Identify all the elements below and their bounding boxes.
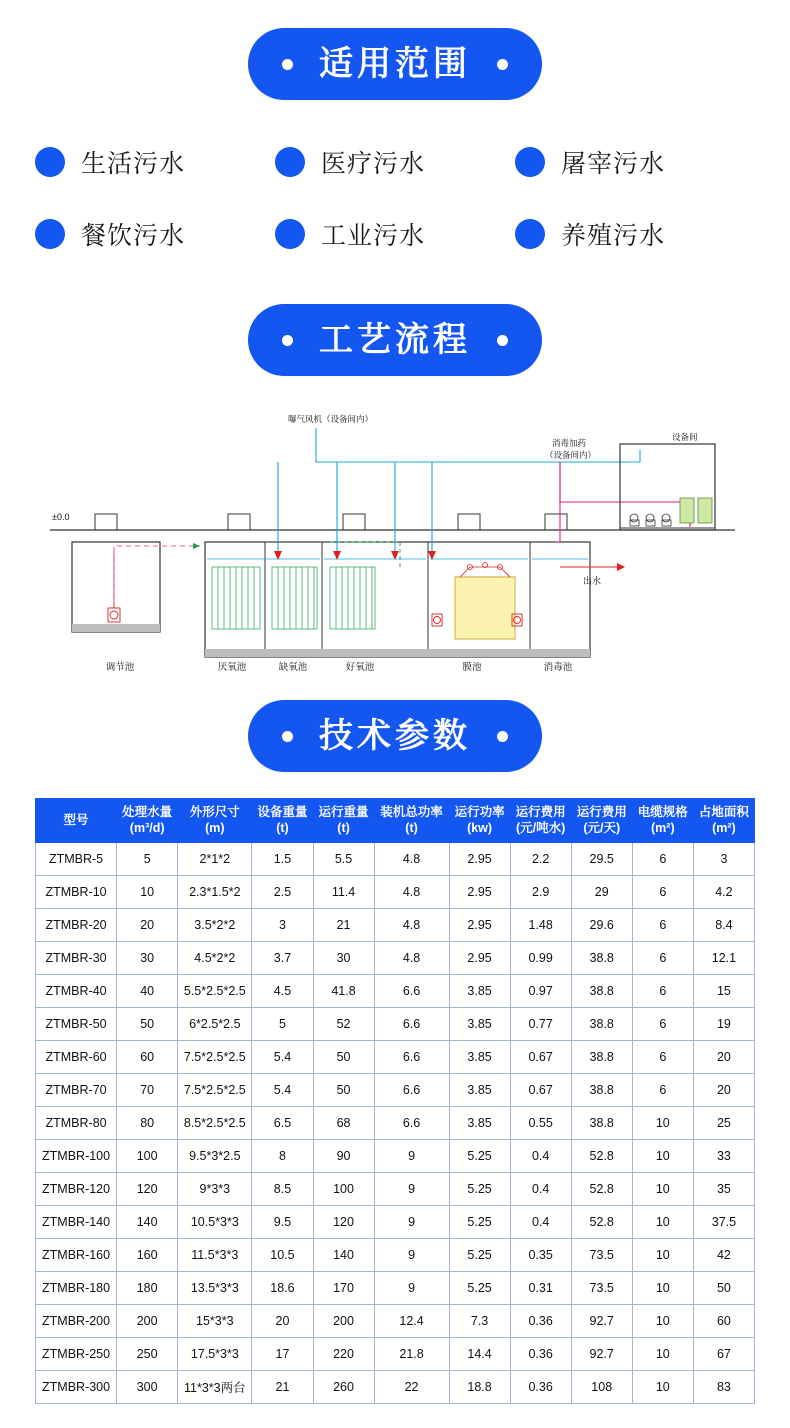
header-line1: 电缆规格	[637, 805, 688, 819]
header-line1: 处理水量	[122, 805, 173, 819]
table-cell: 5	[117, 843, 178, 876]
bullet-icon	[35, 219, 65, 249]
table-cell: 5.25	[449, 1272, 510, 1305]
scope-item-label: 餐饮污水	[81, 222, 186, 250]
header-line1: 运行费用	[576, 805, 627, 819]
table-cell: 5.5*2.5*2.5	[178, 975, 252, 1008]
header-line1: 外形尺寸	[189, 805, 240, 819]
header-line2: (m)	[205, 820, 225, 835]
table-cell: 42	[693, 1239, 754, 1272]
spec-table	[35, 798, 755, 1404]
table-cell: 92.7	[571, 1338, 632, 1371]
table-cell: 0.4	[510, 1173, 571, 1206]
scope-item-label: 屠宰污水	[561, 150, 666, 178]
table-cell: 2.95	[449, 876, 510, 909]
table-cell: 2.3*1.5*2	[178, 876, 252, 909]
bullet-icon	[275, 147, 305, 177]
table-cell: 250	[117, 1338, 178, 1371]
spec-table-head	[36, 799, 755, 843]
table-cell: 9.5*3*2.5	[178, 1140, 252, 1173]
table-cell: 38.8	[571, 942, 632, 975]
table-cell: 25	[693, 1107, 754, 1140]
table-cell: 15	[693, 975, 754, 1008]
cell-model: ZTMBR-140	[36, 1206, 117, 1239]
table-cell: 5.4	[252, 1074, 313, 1107]
table-cell: 9	[374, 1239, 449, 1272]
table-cell: 20	[117, 909, 178, 942]
cell-model: ZTMBR-180	[36, 1272, 117, 1305]
table-cell: 3	[693, 843, 754, 876]
table-cell: 52.8	[571, 1140, 632, 1173]
table-cell: 10	[632, 1338, 693, 1371]
table-cell: 0.67	[510, 1041, 571, 1074]
table-cell: 6	[632, 942, 693, 975]
column-header	[374, 799, 449, 843]
table-cell: 6	[632, 1074, 693, 1107]
table-cell: 108	[571, 1371, 632, 1404]
column-header	[449, 799, 510, 843]
header-line1: 运行费用	[515, 805, 566, 819]
table-cell: 10	[632, 1140, 693, 1173]
header-line1: 运行重量	[318, 805, 369, 819]
header-line2: (t)	[276, 820, 289, 835]
table-cell: 52	[313, 1008, 374, 1041]
column-header	[571, 799, 632, 843]
scope-section-title: 适用范围	[319, 45, 471, 83]
table-row	[36, 1272, 755, 1305]
table-cell: 9	[374, 1140, 449, 1173]
process-flow-diagram	[0, 402, 790, 682]
table-cell: 6.6	[374, 1074, 449, 1107]
table-cell: 1.5	[252, 843, 313, 876]
tank-caption: 调节池	[105, 662, 135, 673]
table-cell: 140	[117, 1206, 178, 1239]
table-cell: 21.8	[374, 1338, 449, 1371]
table-cell: 3.85	[449, 1107, 510, 1140]
table-cell: 10	[632, 1305, 693, 1338]
table-cell: 35	[693, 1173, 754, 1206]
table-cell: 29	[571, 876, 632, 909]
table-cell: 3.85	[449, 975, 510, 1008]
column-header	[117, 799, 178, 843]
table-cell: 6	[632, 1008, 693, 1041]
table-cell: 3.85	[449, 1008, 510, 1041]
table-cell: 11.5*3*3	[178, 1239, 252, 1272]
table-cell: 9*3*3	[178, 1173, 252, 1206]
table-cell: 0.77	[510, 1008, 571, 1041]
table-cell: 22	[374, 1371, 449, 1404]
table-row	[36, 1206, 755, 1239]
table-cell: 3	[252, 909, 313, 942]
banner-dot-left	[282, 335, 293, 346]
banner-dot-right	[497, 731, 508, 742]
header-line1: 运行功率	[454, 805, 505, 819]
table-row	[36, 1371, 755, 1404]
table-cell: 0.31	[510, 1272, 571, 1305]
table-cell: 67	[693, 1338, 754, 1371]
header-line1: 型号	[63, 812, 89, 827]
table-cell: 2.5	[252, 876, 313, 909]
table-cell: 7.5*2.5*2.5	[178, 1041, 252, 1074]
table-cell: 9	[374, 1173, 449, 1206]
table-cell: 80	[117, 1107, 178, 1140]
header-line2: (元/天)	[583, 820, 621, 835]
cell-model: ZTMBR-120	[36, 1173, 117, 1206]
spec-banner	[0, 700, 790, 772]
table-cell: 10	[632, 1239, 693, 1272]
scope-banner	[0, 28, 790, 100]
table-cell: 10	[632, 1272, 693, 1305]
table-cell: 0.36	[510, 1371, 571, 1404]
table-cell: 3.85	[449, 1041, 510, 1074]
table-cell: 100	[117, 1140, 178, 1173]
scope-item	[515, 144, 755, 180]
table-cell: 7.5*2.5*2.5	[178, 1074, 252, 1107]
table-cell: 83	[693, 1371, 754, 1404]
table-cell: 18.6	[252, 1272, 313, 1305]
table-cell: 30	[313, 942, 374, 975]
table-row	[36, 876, 755, 909]
tank-caption: 膜池	[462, 662, 482, 673]
header-line1: 占地面积	[698, 805, 749, 819]
table-cell: 4.8	[374, 909, 449, 942]
ground-level-label: ±0.0	[52, 512, 70, 522]
equipment-room-label: 设备间	[672, 432, 698, 442]
bullet-icon	[515, 147, 545, 177]
table-cell: 5.25	[449, 1173, 510, 1206]
table-cell: 29.6	[571, 909, 632, 942]
table-row	[36, 1173, 755, 1206]
table-row	[36, 975, 755, 1008]
table-cell: 11*3*3两台	[178, 1371, 252, 1404]
table-cell: 200	[313, 1305, 374, 1338]
column-header	[178, 799, 252, 843]
table-row	[36, 1008, 755, 1041]
table-cell: 6.5	[252, 1107, 313, 1140]
table-cell: 6	[632, 843, 693, 876]
table-cell: 52.8	[571, 1173, 632, 1206]
table-cell: 0.55	[510, 1107, 571, 1140]
table-cell: 20	[693, 1041, 754, 1074]
table-cell: 0.36	[510, 1338, 571, 1371]
banner-dot-right	[497, 335, 508, 346]
scope-item	[275, 144, 515, 180]
column-header	[632, 799, 693, 843]
table-cell: 6.6	[374, 1107, 449, 1140]
header-line2: (t)	[405, 820, 418, 835]
table-cell: 0.4	[510, 1206, 571, 1239]
table-cell: 38.8	[571, 975, 632, 1008]
table-cell: 38.8	[571, 1008, 632, 1041]
table-cell: 38.8	[571, 1041, 632, 1074]
cell-model: ZTMBR-60	[36, 1041, 117, 1074]
table-cell: 9	[374, 1272, 449, 1305]
table-cell: 21	[313, 909, 374, 942]
table-cell: 4.5*2*2	[178, 942, 252, 975]
table-cell: 50	[313, 1074, 374, 1107]
table-cell: 140	[313, 1239, 374, 1272]
table-cell: 180	[117, 1272, 178, 1305]
column-header	[510, 799, 571, 843]
table-cell: 73.5	[571, 1272, 632, 1305]
table-cell: 33	[693, 1140, 754, 1173]
tank-caption: 缺氧池	[278, 662, 308, 673]
scope-item-label: 生活污水	[81, 150, 186, 178]
tank-caption: 消毒池	[543, 662, 573, 673]
dosing-label-line2: （设备间内）	[545, 450, 597, 460]
table-cell: 19	[693, 1008, 754, 1041]
table-cell: 2.95	[449, 942, 510, 975]
table-cell: 90	[313, 1140, 374, 1173]
table-cell: 4.5	[252, 975, 313, 1008]
table-cell: 50	[693, 1272, 754, 1305]
table-cell: 120	[117, 1173, 178, 1206]
dosing-label-line1: 消毒加药	[552, 438, 587, 448]
column-header	[693, 799, 754, 843]
table-cell: 9	[374, 1206, 449, 1239]
table-cell: 8.5*2.5*2.5	[178, 1107, 252, 1140]
table-header-row	[36, 799, 755, 843]
table-cell: 41.8	[313, 975, 374, 1008]
table-cell: 6	[632, 1041, 693, 1074]
table-cell: 14.4	[449, 1338, 510, 1371]
cell-model: ZTMBR-200	[36, 1305, 117, 1338]
cell-model: ZTMBR-20	[36, 909, 117, 942]
table-cell: 37.5	[693, 1206, 754, 1239]
tank-caption: 好氧池	[345, 662, 375, 673]
table-cell: 2.95	[449, 909, 510, 942]
table-cell: 6.6	[374, 975, 449, 1008]
table-cell: 7.3	[449, 1305, 510, 1338]
table-cell: 160	[117, 1239, 178, 1272]
scope-list	[35, 144, 755, 252]
table-cell: 6*2.5*2.5	[178, 1008, 252, 1041]
header-line2: (t)	[337, 820, 350, 835]
table-row	[36, 942, 755, 975]
table-cell: 8	[252, 1140, 313, 1173]
table-row	[36, 843, 755, 876]
cell-model: ZTMBR-10	[36, 876, 117, 909]
scope-item	[35, 144, 275, 180]
header-line2: (kw)	[467, 820, 493, 835]
cell-model: ZTMBR-5	[36, 843, 117, 876]
table-cell: 50	[313, 1041, 374, 1074]
table-row	[36, 1305, 755, 1338]
scope-item-label: 养殖污水	[561, 222, 666, 250]
table-cell: 11.4	[313, 876, 374, 909]
column-header	[252, 799, 313, 843]
table-cell: 3.5*2*2	[178, 909, 252, 942]
cell-model: ZTMBR-30	[36, 942, 117, 975]
table-cell: 10	[117, 876, 178, 909]
table-cell: 2.2	[510, 843, 571, 876]
table-cell: 0.99	[510, 942, 571, 975]
cell-model: ZTMBR-160	[36, 1239, 117, 1272]
spec-section-title: 技术参数	[319, 717, 471, 755]
banner-dot-left	[282, 731, 293, 742]
table-cell: 300	[117, 1371, 178, 1404]
table-cell: 40	[117, 975, 178, 1008]
table-cell: 29.5	[571, 843, 632, 876]
table-cell: 20	[252, 1305, 313, 1338]
table-row	[36, 1107, 755, 1140]
table-cell: 220	[313, 1338, 374, 1371]
table-cell: 10	[632, 1107, 693, 1140]
table-cell: 52.8	[571, 1206, 632, 1239]
scope-item-label: 医疗污水	[321, 150, 426, 178]
table-cell: 30	[117, 942, 178, 975]
table-cell: 60	[117, 1041, 178, 1074]
table-cell: 2.95	[449, 843, 510, 876]
table-cell: 4.8	[374, 942, 449, 975]
process-section-title: 工艺流程	[319, 321, 471, 359]
tank-caption: 厌氧池	[217, 662, 247, 673]
banner-dot-left	[282, 59, 293, 70]
bullet-icon	[515, 219, 545, 249]
table-cell: 4.8	[374, 843, 449, 876]
table-cell: 5.25	[449, 1140, 510, 1173]
table-row	[36, 1140, 755, 1173]
table-cell: 12.4	[374, 1305, 449, 1338]
table-cell: 73.5	[571, 1239, 632, 1272]
cell-model: ZTMBR-80	[36, 1107, 117, 1140]
table-cell: 3.7	[252, 942, 313, 975]
table-cell: 0.4	[510, 1140, 571, 1173]
table-cell: 2.9	[510, 876, 571, 909]
header-line2: (元/吨水)	[515, 820, 566, 835]
header-line1: 装机总功率	[380, 805, 443, 819]
table-cell: 200	[117, 1305, 178, 1338]
table-cell: 18.8	[449, 1371, 510, 1404]
table-cell: 9.5	[252, 1206, 313, 1239]
table-row	[36, 1338, 755, 1371]
table-row	[36, 1239, 755, 1272]
header-line1: 设备重量	[257, 805, 308, 819]
table-cell: 100	[313, 1173, 374, 1206]
table-cell: 13.5*3*3	[178, 1272, 252, 1305]
table-cell: 68	[313, 1107, 374, 1140]
table-cell: 6	[632, 975, 693, 1008]
table-cell: 120	[313, 1206, 374, 1239]
table-cell: 4.2	[693, 876, 754, 909]
scope-item	[515, 216, 755, 252]
cell-model: ZTMBR-70	[36, 1074, 117, 1107]
table-cell: 260	[313, 1371, 374, 1404]
spec-table-body	[36, 843, 755, 1404]
table-cell: 6	[632, 909, 693, 942]
table-cell: 0.36	[510, 1305, 571, 1338]
header-line2: (m²)	[712, 820, 736, 835]
blower-label: 曝气风机（设备间内）	[288, 414, 374, 424]
table-cell: 17	[252, 1338, 313, 1371]
spec-table-container	[35, 798, 755, 1404]
table-cell: 5.5	[313, 843, 374, 876]
table-cell: 17.5*3*3	[178, 1338, 252, 1371]
cell-model: ZTMBR-300	[36, 1371, 117, 1404]
table-cell: 12.1	[693, 942, 754, 975]
table-cell: 38.8	[571, 1074, 632, 1107]
column-header	[36, 799, 117, 843]
table-cell: 0.67	[510, 1074, 571, 1107]
header-line2: (m²)	[651, 820, 675, 835]
table-cell: 10	[632, 1371, 693, 1404]
table-cell: 21	[252, 1371, 313, 1404]
table-cell: 8.5	[252, 1173, 313, 1206]
table-cell: 50	[117, 1008, 178, 1041]
bullet-icon	[35, 147, 65, 177]
table-cell: 38.8	[571, 1107, 632, 1140]
table-cell: 70	[117, 1074, 178, 1107]
table-cell: 5.25	[449, 1239, 510, 1272]
scope-item	[35, 216, 275, 252]
table-cell: 2*1*2	[178, 843, 252, 876]
cell-model: ZTMBR-40	[36, 975, 117, 1008]
table-cell: 60	[693, 1305, 754, 1338]
scope-item	[275, 216, 515, 252]
table-cell: 6	[632, 876, 693, 909]
table-cell: 10.5	[252, 1239, 313, 1272]
table-row	[36, 1041, 755, 1074]
table-cell: 4.8	[374, 876, 449, 909]
table-cell: 0.35	[510, 1239, 571, 1272]
header-line2: (m³/d)	[129, 820, 165, 835]
table-cell: 5	[252, 1008, 313, 1041]
outlet-label: 出水	[582, 576, 602, 586]
table-cell: 10.5*3*3	[178, 1206, 252, 1239]
table-cell: 92.7	[571, 1305, 632, 1338]
banner-dot-right	[497, 59, 508, 70]
table-cell: 10	[632, 1206, 693, 1239]
cell-model: ZTMBR-250	[36, 1338, 117, 1371]
table-cell: 5.25	[449, 1206, 510, 1239]
table-cell: 6.6	[374, 1008, 449, 1041]
scope-item-label: 工业污水	[321, 222, 426, 250]
table-cell: 6.6	[374, 1041, 449, 1074]
table-cell: 8.4	[693, 909, 754, 942]
process-banner	[0, 304, 790, 376]
table-cell: 5.4	[252, 1041, 313, 1074]
table-row	[36, 909, 755, 942]
table-cell: 15*3*3	[178, 1305, 252, 1338]
table-cell: 0.97	[510, 975, 571, 1008]
table-row	[36, 1074, 755, 1107]
table-cell: 3.85	[449, 1074, 510, 1107]
table-cell: 10	[632, 1173, 693, 1206]
table-cell: 1.48	[510, 909, 571, 942]
cell-model: ZTMBR-50	[36, 1008, 117, 1041]
table-cell: 20	[693, 1074, 754, 1107]
column-header	[313, 799, 374, 843]
bullet-icon	[275, 219, 305, 249]
table-cell: 170	[313, 1272, 374, 1305]
cell-model: ZTMBR-100	[36, 1140, 117, 1173]
